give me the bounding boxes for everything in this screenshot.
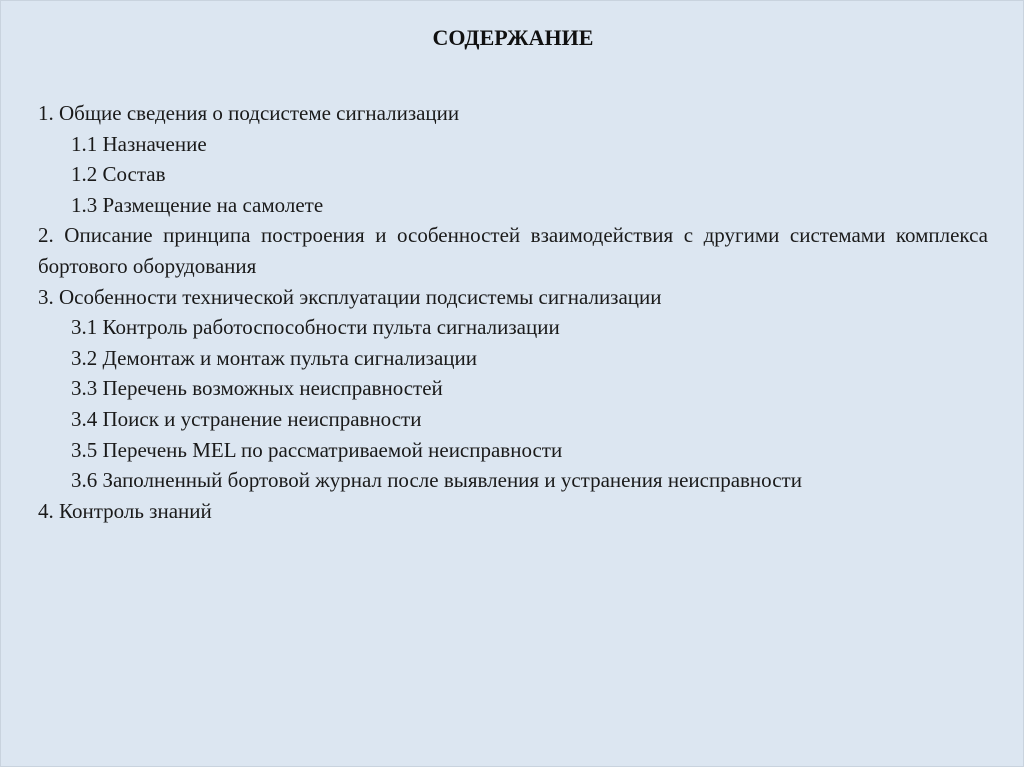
toc-item: 3.6 Заполненный бортовой журнал после выявления и устранения неисправности	[71, 468, 802, 493]
toc-item: 1.3 Размещение на самолете	[71, 192, 324, 217]
toc-item: 1.1 Назначение	[71, 131, 207, 156]
toc-item: 3.3 Перечень возможных неисправностей	[71, 376, 443, 401]
toc-item: 3.2 Демонтаж и монтаж пульта сигнализации	[71, 345, 478, 370]
toc-item: 1.2 Состав	[71, 162, 166, 187]
toc-item: 1. Общие сведения о подсистеме сигнализации	[38, 101, 460, 125]
table-of-contents	[38, 98, 988, 526]
toc-item: 3. Особенности технической эксплуатации подсистемы сигнализации	[38, 284, 662, 309]
toc-item: 3.4 Поиск и устранение неисправности	[71, 406, 422, 431]
toc-item: 2. Описание принципа построения и особенностей взаимодействия с другими системами комплекса бортового оборудования	[38, 223, 988, 278]
toc-item: 3.1 Контроль работоспособности пульта сигнализации	[71, 315, 560, 340]
page-title: СОДЕРЖАНИЕ	[432, 25, 594, 50]
toc-item: 4. Контроль знаний	[38, 498, 212, 523]
toc-item: 3.5 Перечень MEL по рассматриваемой неисправности	[71, 437, 563, 462]
